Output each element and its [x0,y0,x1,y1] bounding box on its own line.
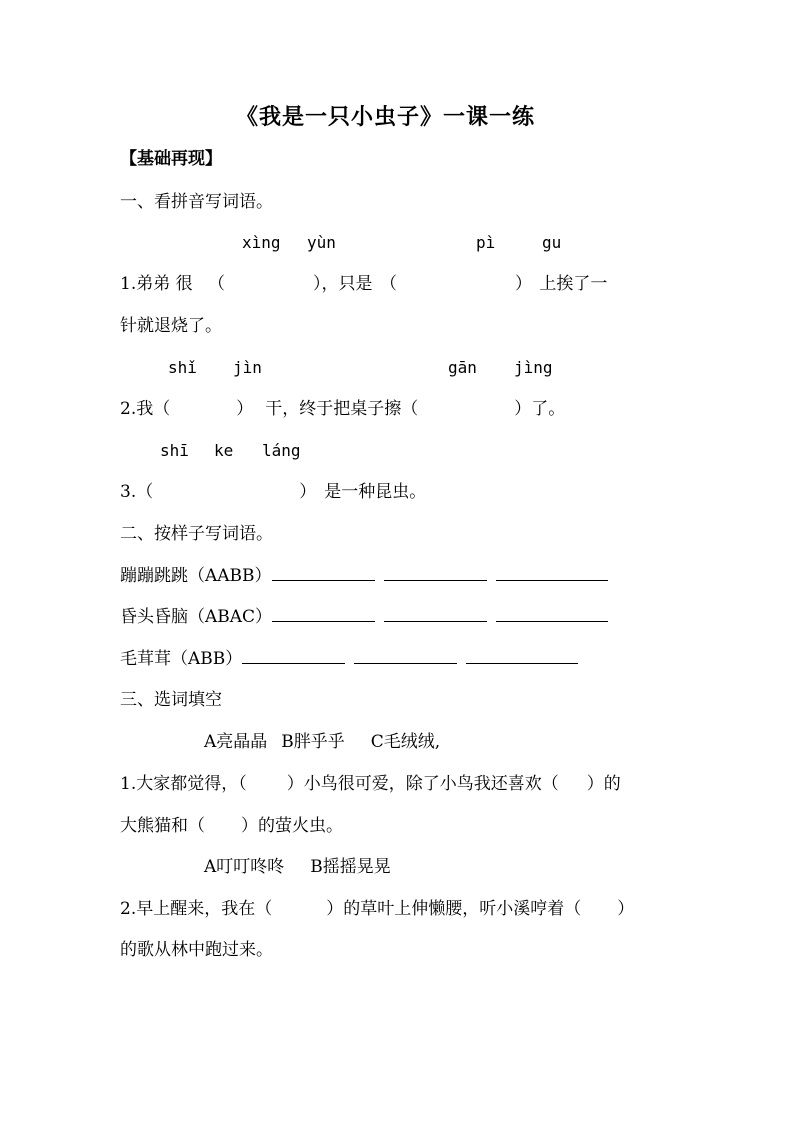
part1-heading: 一、看拼音写词语。 [120,192,273,212]
example-abb: 毛茸茸（ABB） [120,649,243,669]
part1-q2 [120,399,565,419]
q3-text-b: 是一种昆虫。 [324,482,427,502]
section-basic-label: 【基础再现】 [120,149,222,169]
pinyin-gan: gān [448,358,477,377]
part3-options-1 [204,732,440,752]
part2-row-abac [120,607,608,627]
q2-text-b: 干，终于把桌子擦（ [265,399,419,419]
pinyin-jing: jìng [514,358,553,377]
option-a2: A叮叮咚咚 [204,857,285,877]
option-b2: B摇摇晃晃 [310,857,391,877]
p3q1-text-e: ）的萤火虫。 [241,816,343,836]
example-aabb: 蹦蹦跳跳（AABB） [120,566,272,586]
answer-line[interactable] [384,607,487,622]
pinyin-shi2: shī [160,441,189,460]
part3-q2-line2: 的歌从林中跑过来。 [120,940,273,960]
option-c1: C毛绒绒, [370,732,441,752]
part2-row-aabb [120,566,608,586]
pinyin-shi: shǐ [168,358,197,377]
answer-line[interactable] [496,566,608,581]
answer-line[interactable] [272,607,375,622]
p3q1-text-d: 大熊猫和（ [120,816,205,836]
option-a1: A亮晶晶 [204,732,268,752]
option-b1: B胖乎乎 [281,732,345,752]
pinyin-ke: ke [214,441,234,460]
pinyin-pi: pì [476,233,496,252]
part3-options-2 [204,857,391,877]
part1-q3 [120,482,426,502]
part2-heading: 二、按样子写词语。 [120,524,273,544]
answer-line[interactable] [496,607,608,622]
p3q2-text-c: ） [617,899,635,919]
p3q1-text-a: 1.大家都觉得，（ [120,774,247,794]
pinyin-yun: yùn [307,233,336,252]
part3-q1-line2 [120,816,343,836]
p3q1-text-b: ）小鸟很可爱，除了小鸟我还喜欢（ [286,774,559,794]
part3-q1-line1 [120,774,621,794]
part2-row-abb [120,649,578,669]
q2-text-c: ）了。 [514,399,566,419]
example-abac: 昏头昏脑（ABAC） [120,607,273,627]
q3-paren-close: ） [299,482,317,502]
answer-line[interactable] [354,649,457,664]
q3-text-a: 3.（ [120,482,154,502]
p3q2-text-a: 2.早上醒来，我在（ [120,899,273,919]
answer-line[interactable] [384,566,487,581]
answer-line[interactable] [466,649,578,664]
part3-q2-line1 [120,899,634,919]
q1-text-c: 上挨了一 [539,274,608,294]
answer-line[interactable] [242,649,345,664]
q1-paren-close-2: ） [514,274,532,294]
pinyin-lang: láng [262,441,301,460]
pinyin-jin: jìn [233,358,262,377]
q1-text-a: 1.弟弟 很 [120,274,193,294]
q2-text-a: 2.我（ [120,399,171,419]
pinyin-xing: xìng [242,233,281,252]
pinyin-gu: gu [542,233,562,252]
answer-line[interactable] [272,566,375,581]
q1-paren-open-1: （ [208,274,226,294]
q2-paren-close-1: ） [236,399,254,419]
page-title: 《我是一只小虫子》一课一练 [236,104,536,130]
p3q2-text-b: ）的草叶上伸懒腰，听小溪哼着（ [326,899,582,919]
part1-q1-line1 [120,274,607,294]
q1-paren-open-2: （ [379,274,397,294]
q1-text-b: ），只是 [313,274,373,294]
part1-q1-line2: 针就退烧了。 [120,316,222,336]
p3q1-text-c: ）的 [586,774,621,794]
part3-heading: 三、选词填空 [120,690,222,710]
